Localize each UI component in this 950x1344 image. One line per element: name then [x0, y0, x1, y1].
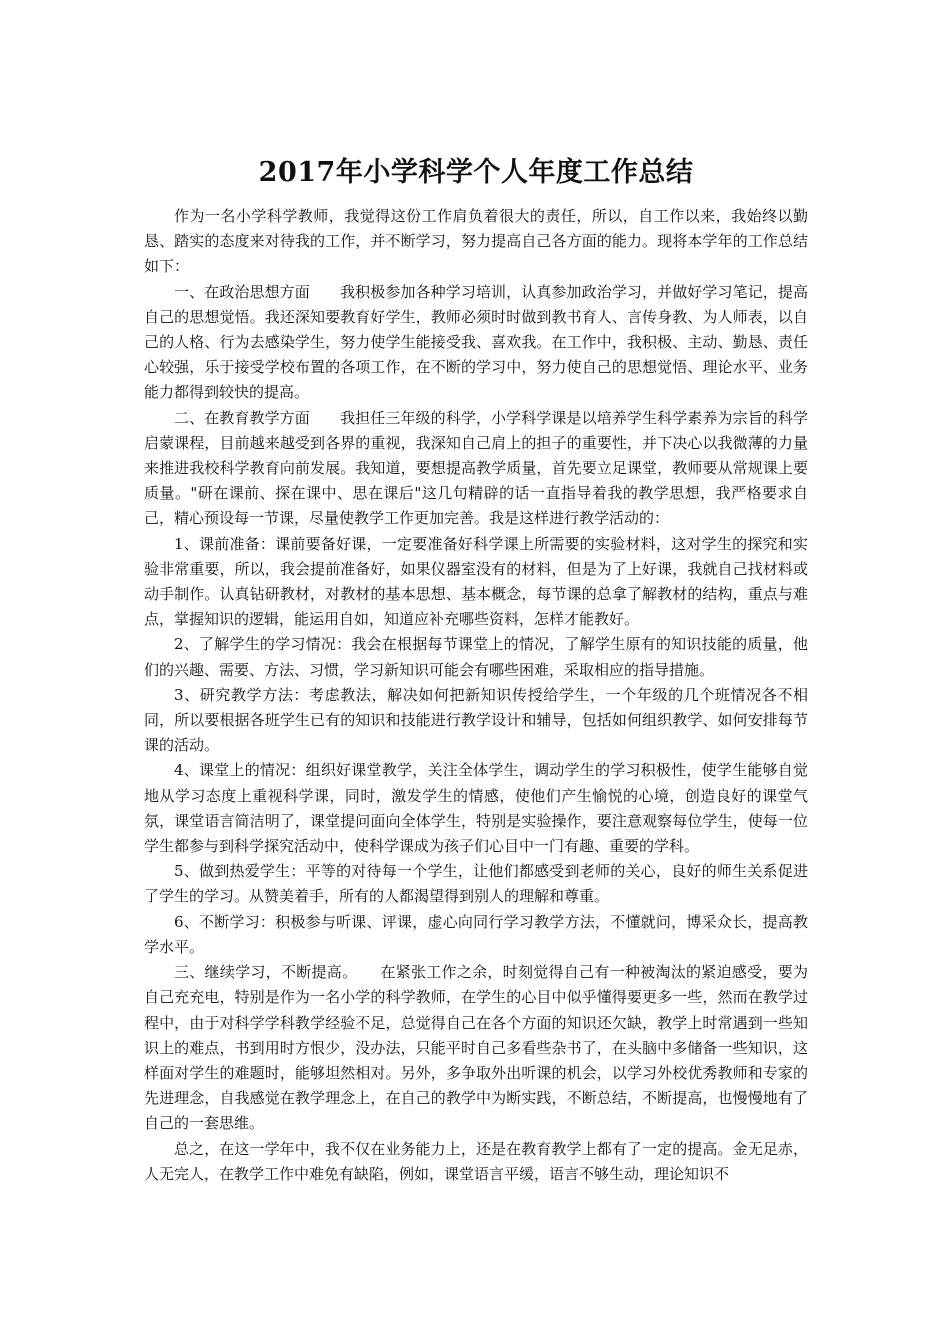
paragraph-classroom: 4、课堂上的情况：组织好课堂教学，关注全体学生，调动学生的学习积极性，使学生能够自觉地从学习态度上重视科学课，同时，激发学生的情感，使他们产生愉悦的心境，创造良好的课堂气氛，课堂语言简洁明了，课堂提问面向全体学生，特别是实验操作，要注意观察每位学生，使每一位学生都参与到科学探究活动中，使科学课成为孩子们心目中一门有趣、重要的学科。 [144, 761, 808, 856]
paragraph-political-thought: 一、在政治思想方面 我积极参加各种学习培训，认真参加政治学习，并做好学习笔记，提高自己的思想觉悟。我还深知要教育好学生，教师必须时时做到教书育人、言传身教、为人师表，以自己的人格、行为去感染学生，努力使学生能接受我、喜欢我。在工作中，我积极、主动、勤恳、责任心较强，乐于接受学校布置的各项工作，在不断的学习中，努力使自己的思想觉悟、理论水平、业务能力都得到较快的提高。 [144, 282, 808, 402]
paragraph-intro: 作为一名小学科学教师，我觉得这份工作肩负着很大的责任，所以，自工作以来，我始终以勤恳、踏实的态度来对待我的工作，并不断学习，努力提高自己各方面的能力。现将本学年的工作总结如下： [144, 207, 808, 276]
paragraph-conclusion: 总之，在这一学年中，我不仅在业务能力上，还是在教育教学上都有了一定的提高。金无足赤，人无完人，在教学工作中难免有缺陷，例如，课堂语言平缓，语言不够生动，理论知识不 [144, 1139, 808, 1183]
paragraph-teaching: 二、在教育教学方面 我担任三年级的科学，小学科学课是以培养学生科学素养为宗旨的科学启蒙课程，目前越来越受到各界的重视，我深知自己肩上的担子的重要性，并下决心以我微薄的力量来推进我校科学教育向前发展。我知道，要想提高教学质量，首先要立足课堂，教师要从常规课上要质量。"研在课前、探在课中、思在课后"这几句精辟的话一直指导着我的教学思想，我严格要求自己，精心预设每一节课，尽量使教学工作更加完善。我是这样进行教学活动的： [144, 408, 808, 528]
paragraph-caring-students: 5、做到热爱学生：平等的对待每一个学生，让他们都感受到老师的关心，良好的师生关系促进了学生的学习。从赞美着手，所有的人都渴望得到别人的理解和尊重。 [144, 862, 808, 906]
paragraph-student-understanding: 2、了解学生的学习情况：我会在根据每节课堂上的情况，了解学生原有的知识技能的质量，他们的兴趣、需要、方法、习惯，学习新知识可能会有哪些困难，采取相应的指导措施。 [144, 635, 808, 679]
paragraph-further-study: 三、继续学习，不断提高。 在紧张工作之余，时刻觉得自己有一种被淘汰的紧迫感受，要为自己充充电，特别是作为一名小学的科学教师，在学生的心目中似乎懂得要更多一些，然而在教学过程中，由于对科学学科教学经验不足，总觉得自己在各个方面的知识还欠缺，教学上时常遇到一些知识上的难点，书到用时方恨少，没办法，只能平时自己多看些杂书了，在头脑中多储备一些知识，这样面对学生的难题时，能够坦然相对。另外，多争取外出听课的机会，以学习外校优秀教师和专家的先进理念，自我感觉在教学理念上，在自己的教学中为断实践，不断总结，不断提高，也慢慢地有了自己的一套思维。 [144, 963, 808, 1133]
document-page [144, 148, 808, 1187]
paragraph-lesson-preparation: 1、课前准备：课前要备好课，一定要准备好科学课上所需要的实验材料，这对学生的探究和实验非常重要，所以，我会提前准备好，如果仪器室没有的材料，但是为了上好课，我就自己找材料或动手制作。认真钻研教材，对教材的基本思想、基本概念，每节课的总拿了解教材的结构，重点与难点，掌握知识的逻辑，能运用自如，知道应补充哪些资料，怎样才能教好。 [144, 534, 808, 629]
document-title: 2017年小学科学个人年度工作总结 [258, 157, 694, 188]
paragraph-continuous-learning: 6、不断学习：积极参与听课、评课，虚心向同行学习教学方法，不懂就问，博采众长，提高教学水平。 [144, 912, 808, 956]
paragraph-teaching-methods: 3、研究教学方法：考虑教法，解决如何把新知识传授给学生，一个年级的几个班情况各不相同，所以要根据各班学生已有的知识和技能进行教学设计和辅导，包括如何组织教学、如何安排每节课的活动。 [144, 685, 808, 755]
